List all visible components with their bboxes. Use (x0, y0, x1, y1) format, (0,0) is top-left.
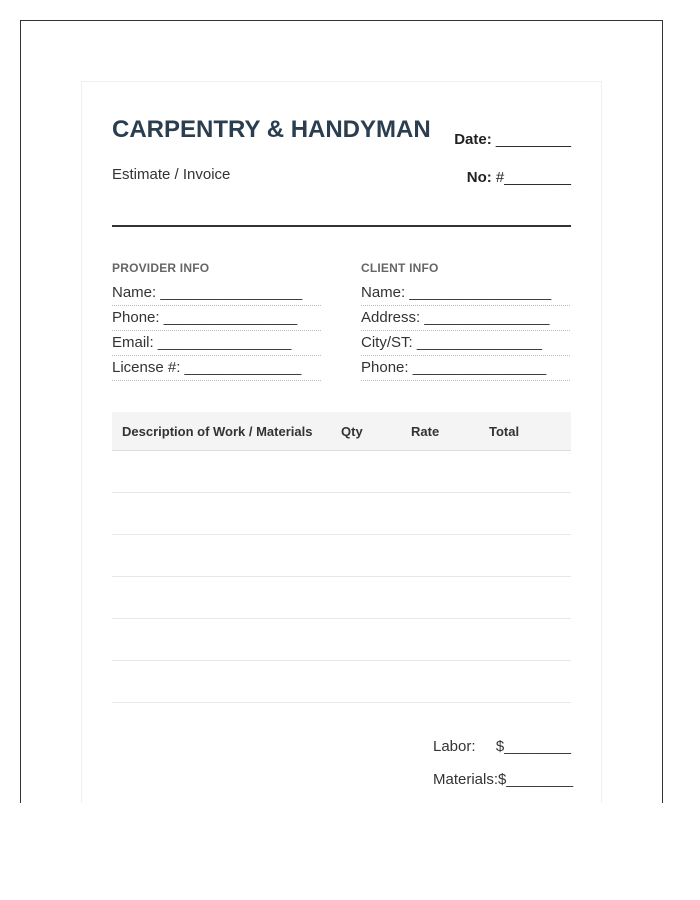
table-row[interactable] (112, 661, 571, 703)
invoice-number-value: #________ (495, 169, 571, 186)
table-row[interactable] (112, 577, 571, 619)
materials-value: $________ (498, 771, 574, 788)
column-header-rate: Rate (411, 423, 440, 439)
table-row[interactable] (112, 493, 571, 535)
date-value: _________ (495, 131, 571, 148)
date-label: Date: (454, 131, 492, 148)
provider-phone-field[interactable]: Phone: ________________ (112, 307, 321, 331)
business-title: CARPENTRY & HANDYMAN (112, 116, 431, 143)
table-row[interactable] (112, 451, 571, 493)
materials-total-line[interactable] (433, 771, 574, 803)
provider-name-field[interactable]: Name: _________________ (112, 282, 321, 306)
invoice-number-label: No: (466, 169, 492, 186)
work-items-table (112, 412, 571, 703)
column-header-qty: Qty (341, 423, 363, 439)
labor-total-line[interactable] (433, 738, 571, 771)
header-divider (112, 225, 571, 227)
labor-value: $________ (495, 738, 571, 755)
labor-label: Labor: (433, 738, 476, 755)
materials-label: Materials: (433, 771, 499, 788)
provider-info-heading: PROVIDER INFO (112, 261, 210, 275)
provider-info-section (112, 261, 321, 382)
provider-license-field[interactable]: License #: ______________ (112, 357, 321, 381)
client-info-section (361, 261, 570, 382)
date-field[interactable] (454, 131, 571, 148)
table-row[interactable] (112, 535, 571, 577)
document-type: Estimate / Invoice (112, 166, 231, 183)
client-name-field[interactable]: Name: _________________ (361, 282, 570, 306)
invoice-sheet (20, 20, 663, 803)
invoice-card (81, 81, 602, 803)
provider-email-field[interactable]: Email: ________________ (112, 332, 321, 356)
totals-section (433, 738, 574, 803)
column-header-description: Description of Work / Materials (122, 423, 313, 439)
client-phone-field[interactable]: Phone: ________________ (361, 357, 570, 381)
client-info-heading: CLIENT INFO (361, 261, 439, 275)
table-header (112, 412, 571, 451)
client-address-field[interactable]: Address: _______________ (361, 307, 570, 331)
table-row[interactable] (112, 619, 571, 661)
invoice-number-field[interactable] (467, 169, 571, 186)
client-city-field[interactable]: City/ST: _______________ (361, 332, 570, 356)
column-header-total: Total (489, 423, 520, 439)
